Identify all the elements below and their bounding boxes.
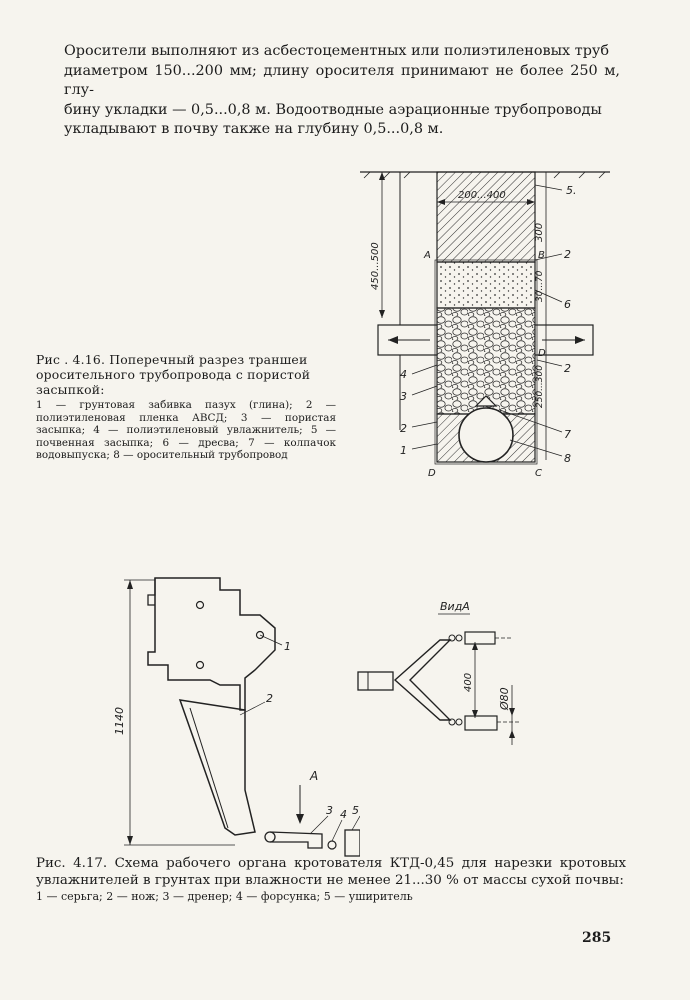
label-7: 7 (564, 428, 571, 441)
paragraph-line: Оросители выполняют из асбестоцементных или полиэтиленовых труб (64, 43, 610, 59)
caption-title: Рис . 4.16. Поперечный разрез траншеи оросительного трубопровода с пористой засыпкой: (36, 352, 311, 397)
paragraph-line: диаметром 150...200 мм; длину оросителя принимают не более 250 м, глу- (64, 62, 620, 98)
label-1-earring: 1 (284, 640, 291, 653)
label-1: 1 (400, 444, 407, 457)
view-a-title: ВидА (440, 600, 470, 613)
figure-417-caption (36, 856, 626, 906)
label-2a: 2 (564, 248, 571, 261)
label-5: 5. (566, 184, 577, 197)
label-2-knife: 2 (266, 692, 273, 705)
label-2c: 2 (400, 422, 407, 435)
caption-legend: 1 — грунтовая забивка пазух (глина); 2 — полиэтиленовая пленка АВСД; 3 — пористая засыпка; 4 — полиэтиленовый увлажнитель; 5 — почвенная засыпка; 6 — дресва; 7 — колпачок водовыпуска; 8 — оросительный трубопровод (36, 399, 336, 462)
point-d-label: D (428, 468, 436, 479)
label-3-drainer: 3 (326, 804, 333, 817)
view-a-figure (340, 580, 560, 770)
dim-250-300-label: 250...300 (535, 365, 545, 408)
label-2b: 2 (564, 362, 571, 375)
dim-30-70-label: 30...70 (535, 270, 545, 302)
body-paragraph (64, 42, 620, 140)
point-c-label: C (535, 468, 542, 479)
label-6: 6 (564, 298, 571, 311)
point-a-label: A (424, 250, 431, 261)
label-4-nozzle: 4 (340, 808, 347, 821)
view-arrow-a-label: A (310, 769, 319, 783)
paragraph-line: бину укладки — 0,5...0,8 м. Водоотводные аэрационные трубопроводы (64, 101, 602, 118)
point-b-label: B (538, 250, 545, 261)
label-8: 8 (564, 452, 571, 465)
label-3: 3 (400, 390, 407, 403)
point-d-right-label: D (538, 348, 546, 359)
dim-diameter-label: Ø80 (498, 687, 511, 710)
mole-plough-figure (60, 560, 360, 860)
label-5-expander: 5 (352, 804, 359, 817)
trench-cross-section-figure (340, 160, 630, 490)
page-number: 285 (582, 930, 612, 946)
figure-416-caption (36, 352, 336, 462)
paragraph-line: укладывают в почву также на глубину 0,5...0,8 м. (64, 121, 444, 137)
dim-400-label: 400 (463, 672, 474, 692)
dim-width-label: 200...400 (458, 190, 506, 201)
caption-legend: 1 — серьга; 2 — нож; 3 — дренер; 4 — форсунка; 5 — уширитель (36, 890, 413, 903)
label-4: 4 (400, 368, 407, 381)
dim-300-label: 300 (534, 222, 545, 242)
dim-1140-label: 1140 (113, 707, 126, 735)
dim-depth-label: 450...500 (370, 242, 381, 290)
caption-title: Рис. 4.17. Схема рабочего органа кротователя КТД-0,45 для нарезки кротовых увлажнителей в грунтах при влажности не менее 21...30 % от массы сухой почвы: (36, 856, 626, 888)
